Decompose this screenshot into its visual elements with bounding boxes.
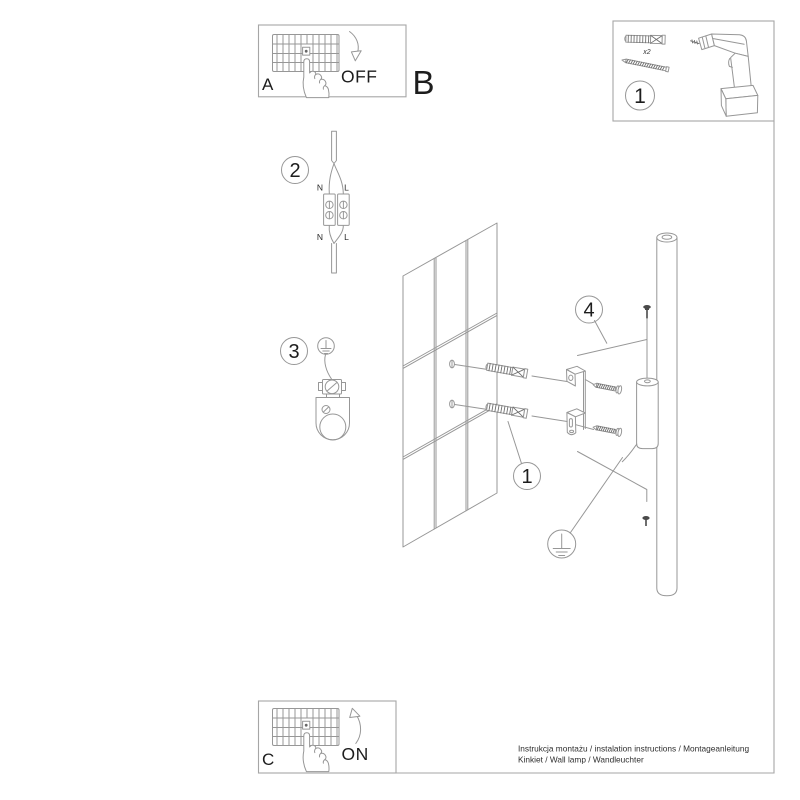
anchor-quantity-label: x2 <box>643 49 651 56</box>
section-b-label: B <box>412 64 435 101</box>
callout-1-number: 1 <box>521 466 533 488</box>
step-2-badge-number: 2 <box>289 160 301 182</box>
lamp-base-bracket-icon <box>316 355 350 441</box>
section-c-label: C <box>262 750 275 769</box>
bracket-screw-top-icon <box>592 381 622 395</box>
wall-plug-icon <box>625 34 666 44</box>
wall-plug-bottom-icon <box>485 402 528 418</box>
terminal-bottom-l-label: L <box>344 232 349 242</box>
terminal-top-n-label: N <box>316 182 324 193</box>
tiled-wall-illustration <box>403 223 497 547</box>
lamp-housing-icon <box>622 378 658 462</box>
wall-plug-top-icon <box>485 362 528 378</box>
title-block-border <box>396 121 774 773</box>
lamp-tube-icon <box>657 233 677 596</box>
terminal-bottom-n-label: N <box>316 232 324 242</box>
off-label: OFF <box>341 66 378 87</box>
grounding-badge-icon <box>548 458 623 559</box>
footer-line2: Kinkiet / Wall lamp / Wandleuchter <box>518 754 644 765</box>
drill-icon <box>691 34 758 116</box>
footer-line1: Instrukcja montażu / instalation instructions / Montageanleitung <box>518 743 750 754</box>
arrow-up-icon <box>350 708 361 743</box>
wall-bracket-icon <box>532 366 594 434</box>
set-screw-bottom-icon <box>642 516 649 526</box>
on-label: ON <box>341 744 369 764</box>
arrow-down-icon <box>350 32 362 61</box>
part-1-badge-number: 1 <box>634 85 646 108</box>
screw-icon <box>622 58 670 72</box>
step-3-badge-number: 3 <box>288 341 300 363</box>
terminal-top-l-label: L <box>344 182 349 193</box>
callout-4-leader <box>595 321 607 344</box>
callout-4-number: 4 <box>583 299 595 322</box>
section-a-label: A <box>262 75 274 94</box>
callout-1-leader <box>508 422 522 464</box>
ground-symbol-small-icon <box>318 338 335 355</box>
bracket-screw-bottom-icon <box>592 423 622 437</box>
set-screw-top-icon <box>643 305 651 319</box>
wire-connector-icon <box>324 131 350 273</box>
